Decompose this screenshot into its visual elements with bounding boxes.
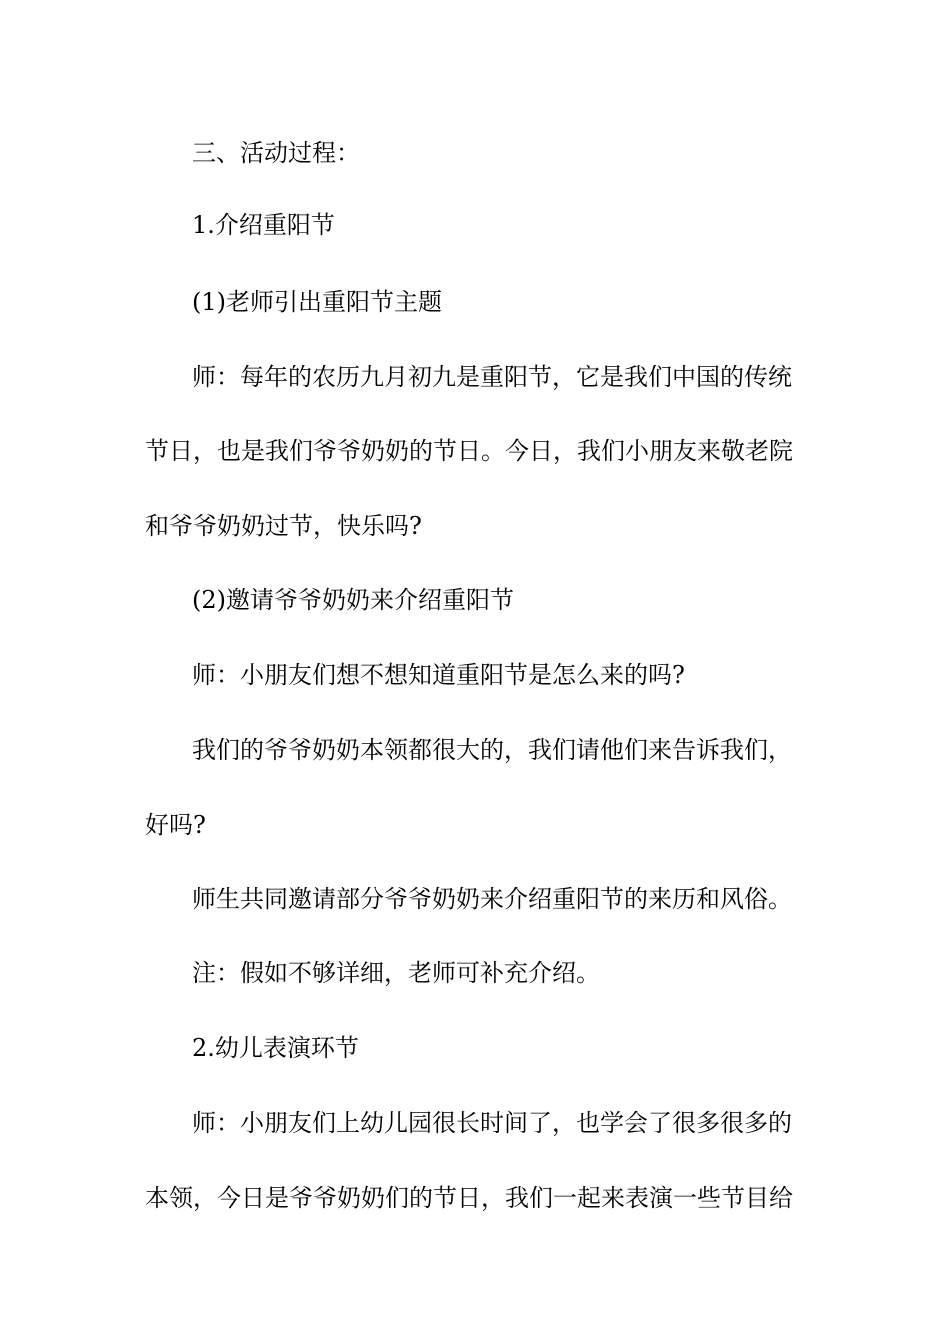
teacher-invite-line-1: 我们的爷爷奶奶本领都很大的，我们请他们来告诉我们， bbox=[192, 736, 792, 764]
step-2-heading: 2.幼儿表演环节 bbox=[192, 1034, 359, 1062]
teacher-performance-line-1: 师：小朋友们上幼儿园很长时间了，也学会了很多很多的 bbox=[192, 1109, 792, 1137]
step-1-subheading: (1)老师引出重阳节主题 bbox=[192, 288, 442, 316]
teacher-intro-line-2: 节日，也是我们爷爷奶奶的节日。今日，我们小朋友来敬老院 bbox=[145, 437, 793, 465]
teacher-invite-line-2: 好吗? bbox=[145, 811, 206, 839]
note: 注：假如不够详细，老师可补充介绍。 bbox=[192, 959, 600, 987]
teacher-question: 师：小朋友们想不想知道重阳节是怎么来的吗? bbox=[192, 661, 685, 689]
step-1-subheading-2: (2)邀请爷爷奶奶来介绍重阳节 bbox=[192, 586, 514, 614]
section-heading: 三、活动过程： bbox=[192, 139, 360, 167]
teacher-intro-line-1: 师：每年的农历九月初九是重阳节，它是我们中国的传统 bbox=[192, 363, 792, 391]
teacher-performance-line-2: 本领，今日是爷爷奶奶们的节日，我们一起来表演一些节目给 bbox=[145, 1184, 793, 1212]
joint-invite: 师生共同邀请部分爷爷奶奶来介绍重阳节的来历和风俗。 bbox=[192, 885, 792, 913]
teacher-intro-line-3: 和爷爷奶奶过节，快乐吗? bbox=[145, 512, 422, 540]
step-1-heading: 1.介绍重阳节 bbox=[192, 211, 335, 239]
